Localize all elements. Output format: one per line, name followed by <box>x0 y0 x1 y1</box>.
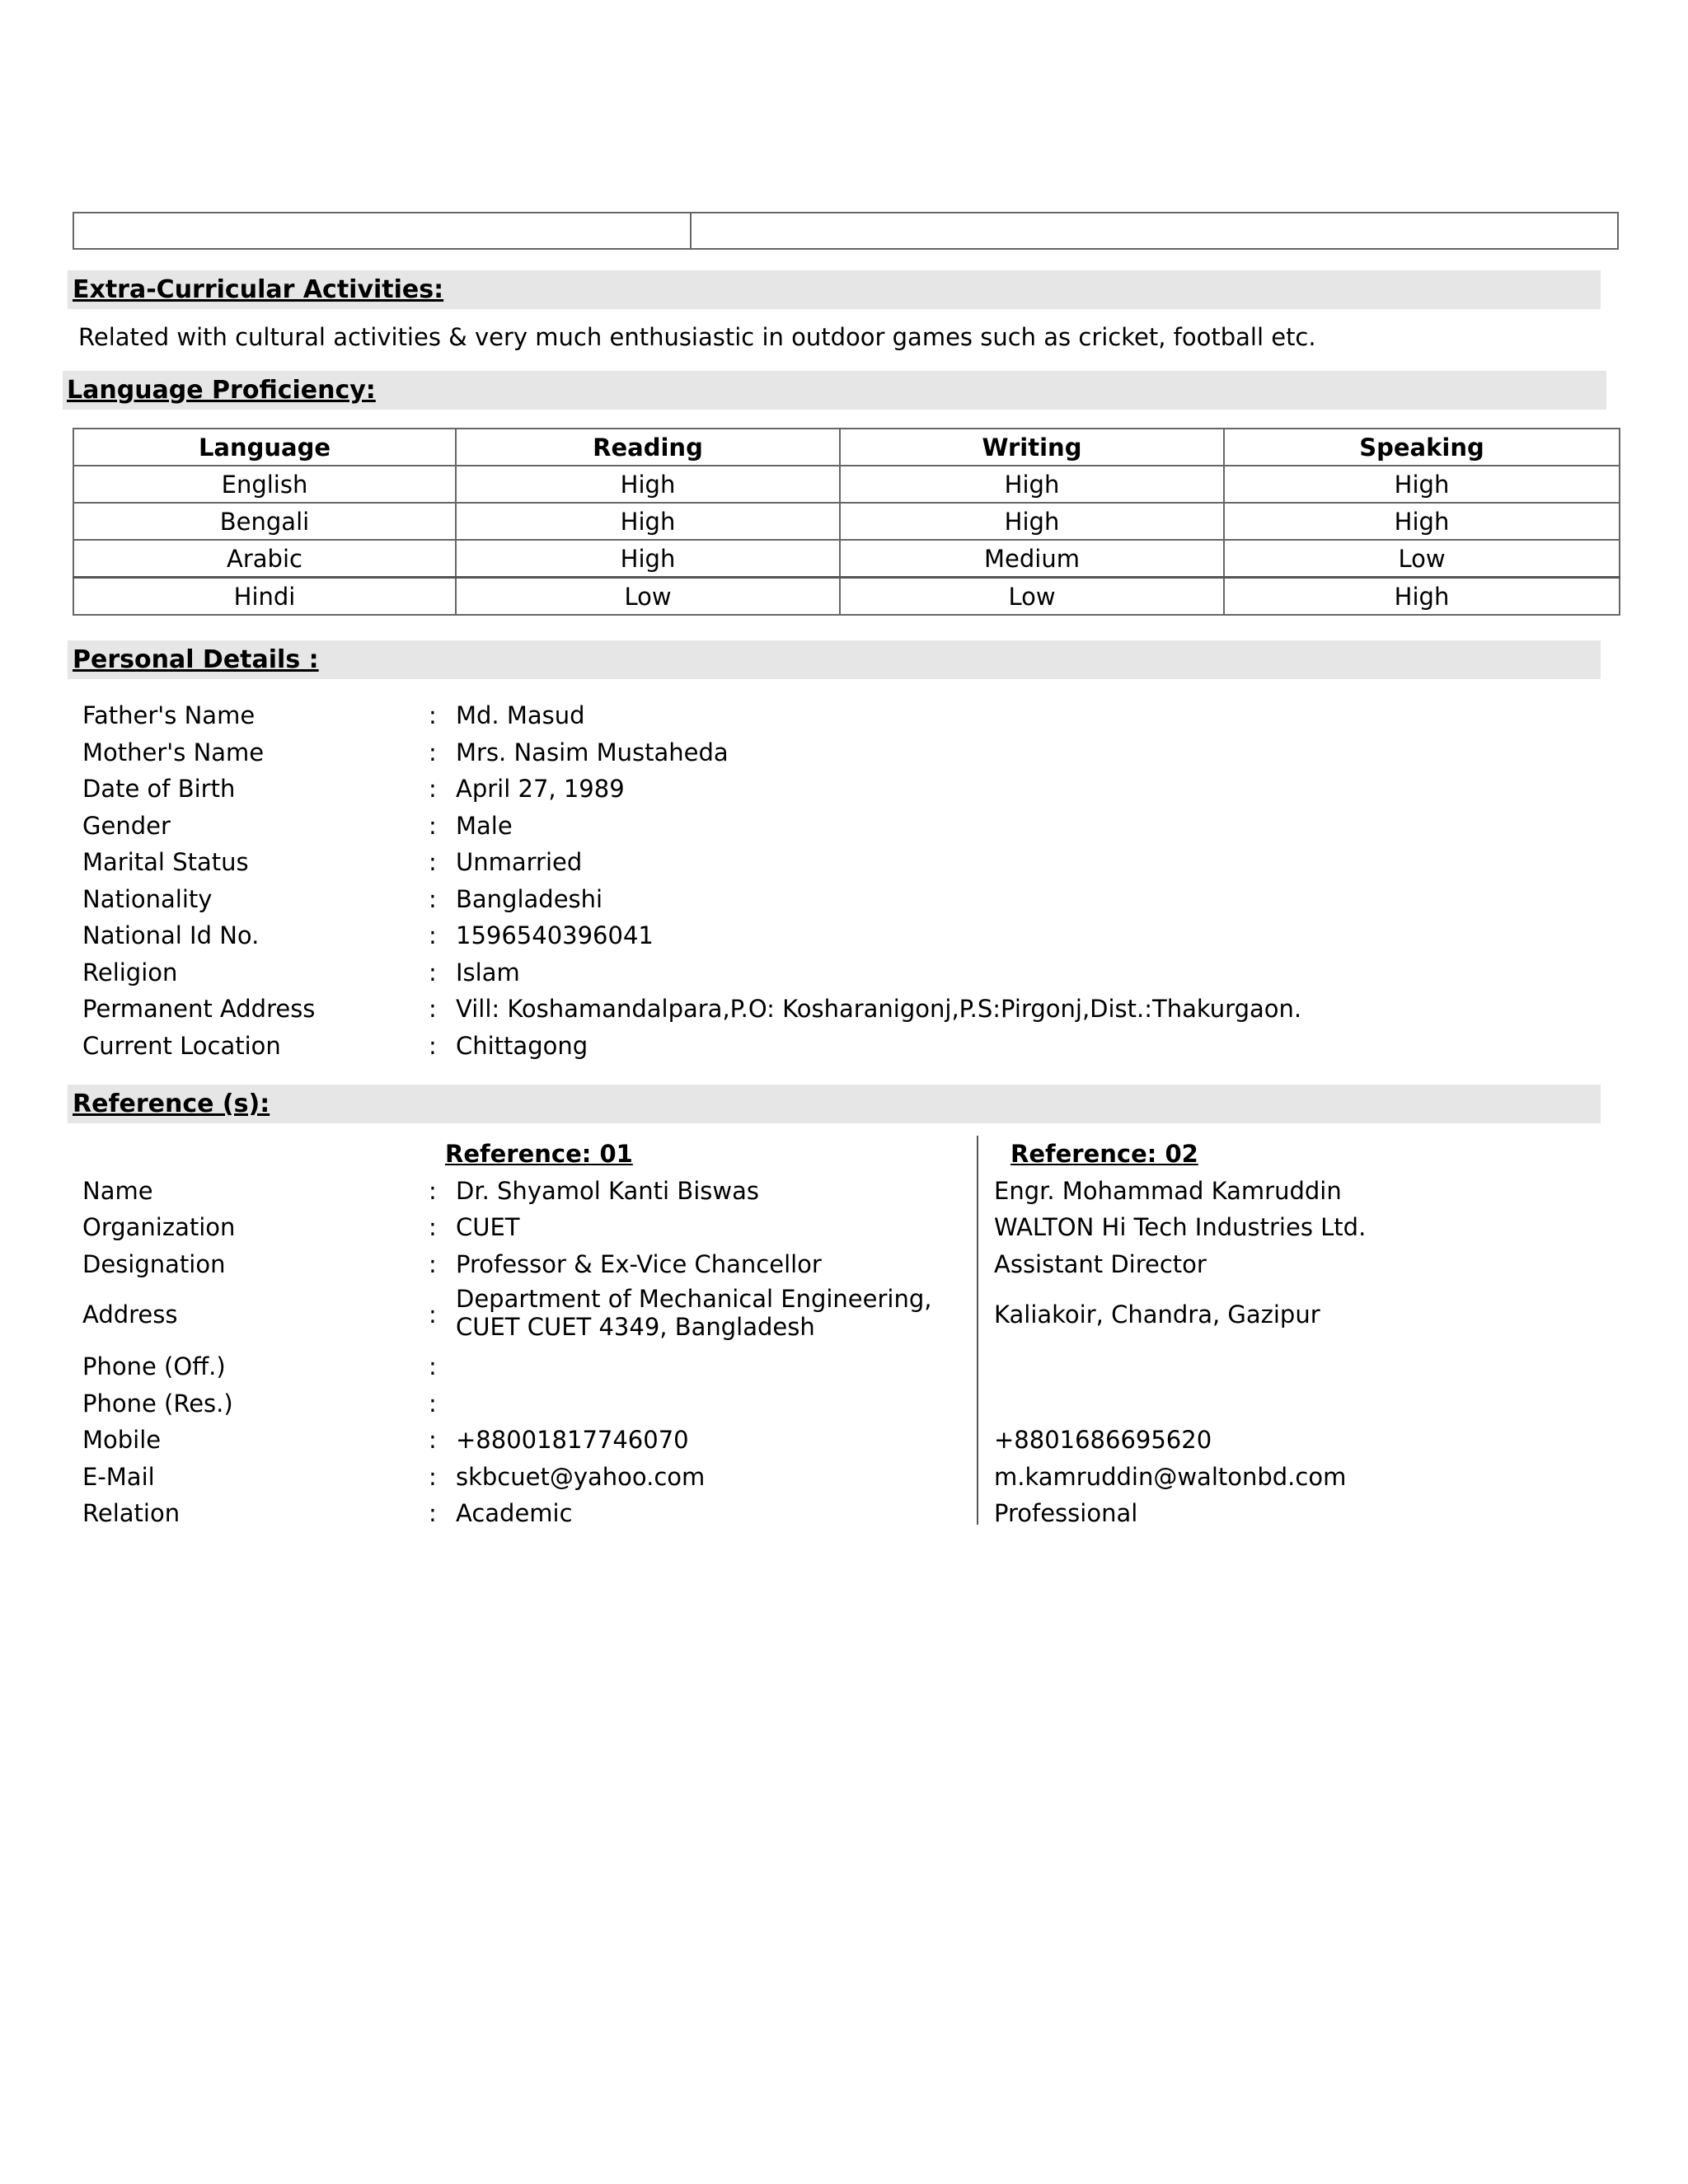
table-cell: Arabic <box>73 540 456 578</box>
field-label: Marital Status <box>82 848 249 876</box>
field-value: Chittagong <box>456 1031 588 1060</box>
address-line-2: CUET CUET 4349, Bangladesh <box>456 1313 815 1341</box>
table-cell: High <box>840 503 1224 540</box>
separator: : <box>429 995 437 1023</box>
separator: : <box>429 958 437 987</box>
field-label: Address <box>82 1301 178 1329</box>
field-label: Mother's Name <box>82 738 265 766</box>
separator: : <box>429 1176 437 1205</box>
reference-01-title: Reference: 01 <box>445 1140 633 1168</box>
table-cell: High <box>1224 466 1620 503</box>
table-row <box>73 503 1620 540</box>
field-value: Md. Masud <box>456 701 585 729</box>
table-cell: Hindi <box>73 578 456 616</box>
field-label: Father's Name <box>82 701 256 729</box>
reference-02-value: +8801686695620 <box>994 1426 1212 1454</box>
reference-02-value: Engr. Mohammad Kamruddin <box>994 1176 1342 1205</box>
reference-01-value: +88001817746070 <box>456 1426 689 1454</box>
table-row <box>73 466 1620 503</box>
table-cell: High <box>1224 578 1620 616</box>
extra-curricular-text: Related with cultural activities & very much enthusiastic in outdoor games such as cricket, football etc. <box>78 323 1316 351</box>
separator: : <box>429 701 437 729</box>
field-label: Designation <box>82 1249 226 1278</box>
field-value: Vill: Koshamandalpara,P.O: Kosharanigonj,P.S:Pirgonj,Dist.:Thakurgaon. <box>456 995 1302 1023</box>
table-cell: High <box>456 503 840 540</box>
separator: : <box>429 1462 437 1491</box>
table-cell: Low <box>456 578 840 616</box>
reference-01-value <box>456 1285 931 1341</box>
table-header-row <box>73 429 1620 466</box>
field-label: Permanent Address <box>82 995 316 1023</box>
separator: : <box>429 1031 437 1060</box>
field-value: 1596540396041 <box>456 921 654 949</box>
reference-02-title: Reference: 02 <box>1010 1140 1198 1168</box>
field-label: Gender <box>82 811 171 840</box>
reference-02-value: Assistant Director <box>994 1249 1207 1278</box>
column-header: Speaking <box>1224 429 1620 466</box>
language-proficiency-heading: Language Proficiency: <box>63 371 1606 410</box>
field-label: Date of Birth <box>82 775 236 803</box>
table-row <box>73 540 1620 578</box>
separator: : <box>429 884 437 913</box>
field-label: Phone (Off.) <box>82 1352 226 1380</box>
field-label: Current Location <box>82 1031 281 1060</box>
table-row <box>73 578 1620 616</box>
field-label: Mobile <box>82 1426 162 1454</box>
field-label: Nationality <box>82 884 213 913</box>
field-value: Bangladeshi <box>456 884 603 913</box>
field-value: Islam <box>456 958 520 987</box>
reference-02-value: Professional <box>994 1499 1138 1527</box>
table-cell: Low <box>840 578 1224 616</box>
table-cell: High <box>456 540 840 578</box>
empty-cell <box>692 213 1617 248</box>
separator: : <box>429 775 437 803</box>
reference-01-value: CUET <box>456 1213 520 1241</box>
personal-details-heading: Personal Details : <box>68 640 1601 679</box>
reference-divider <box>977 1136 978 1525</box>
table-cell: High <box>456 466 840 503</box>
table-cell: Medium <box>840 540 1224 578</box>
reference-02-value: m.kamruddin@waltonbd.com <box>994 1462 1347 1491</box>
field-label: Phone (Res.) <box>82 1389 233 1418</box>
reference-02-value: Kaliakoir, Chandra, Gazipur <box>994 1301 1320 1329</box>
column-header: Reading <box>456 429 840 466</box>
table-cell: Bengali <box>73 503 456 540</box>
empty-table-row <box>73 212 1619 250</box>
field-label: Relation <box>82 1499 181 1527</box>
field-value: April 27, 1989 <box>456 775 625 803</box>
address-line-1: Department of Mechanical Engineering, <box>456 1285 932 1313</box>
field-value: Mrs. Nasim Mustaheda <box>456 738 729 766</box>
table-cell: English <box>73 466 456 503</box>
empty-cell <box>74 213 692 248</box>
language-table <box>73 428 1620 616</box>
separator: : <box>429 1389 437 1418</box>
separator: : <box>429 811 437 840</box>
field-label: Organization <box>82 1213 236 1241</box>
table-cell: High <box>1224 503 1620 540</box>
separator: : <box>429 1426 437 1454</box>
field-value: Male <box>456 811 513 840</box>
separator: : <box>429 1499 437 1527</box>
separator: : <box>429 738 437 766</box>
separator: : <box>429 1301 437 1329</box>
reference-01-value: Professor & Ex-Vice Chancellor <box>456 1249 822 1278</box>
table-cell: Low <box>1224 540 1620 578</box>
field-label: National Id No. <box>82 921 260 949</box>
field-label: Name <box>82 1176 153 1205</box>
extra-curricular-heading: Extra-Curricular Activities: <box>68 270 1601 309</box>
separator: : <box>429 848 437 876</box>
separator: : <box>429 1249 437 1278</box>
separator: : <box>429 1352 437 1380</box>
reference-01-value: Dr. Shyamol Kanti Biswas <box>456 1176 759 1205</box>
reference-02-value: WALTON Hi Tech Industries Ltd. <box>994 1213 1367 1241</box>
reference-heading: Reference (s): <box>68 1085 1601 1123</box>
field-value: Unmarried <box>456 848 583 876</box>
column-header: Language <box>73 429 456 466</box>
separator: : <box>429 921 437 949</box>
reference-01-value: skbcuet@yahoo.com <box>456 1462 706 1491</box>
table-cell: High <box>840 466 1224 503</box>
separator: : <box>429 1213 437 1241</box>
reference-01-value: Academic <box>456 1499 573 1527</box>
field-label: Religion <box>82 958 178 987</box>
column-header: Writing <box>840 429 1224 466</box>
field-label: E-Mail <box>82 1462 155 1491</box>
